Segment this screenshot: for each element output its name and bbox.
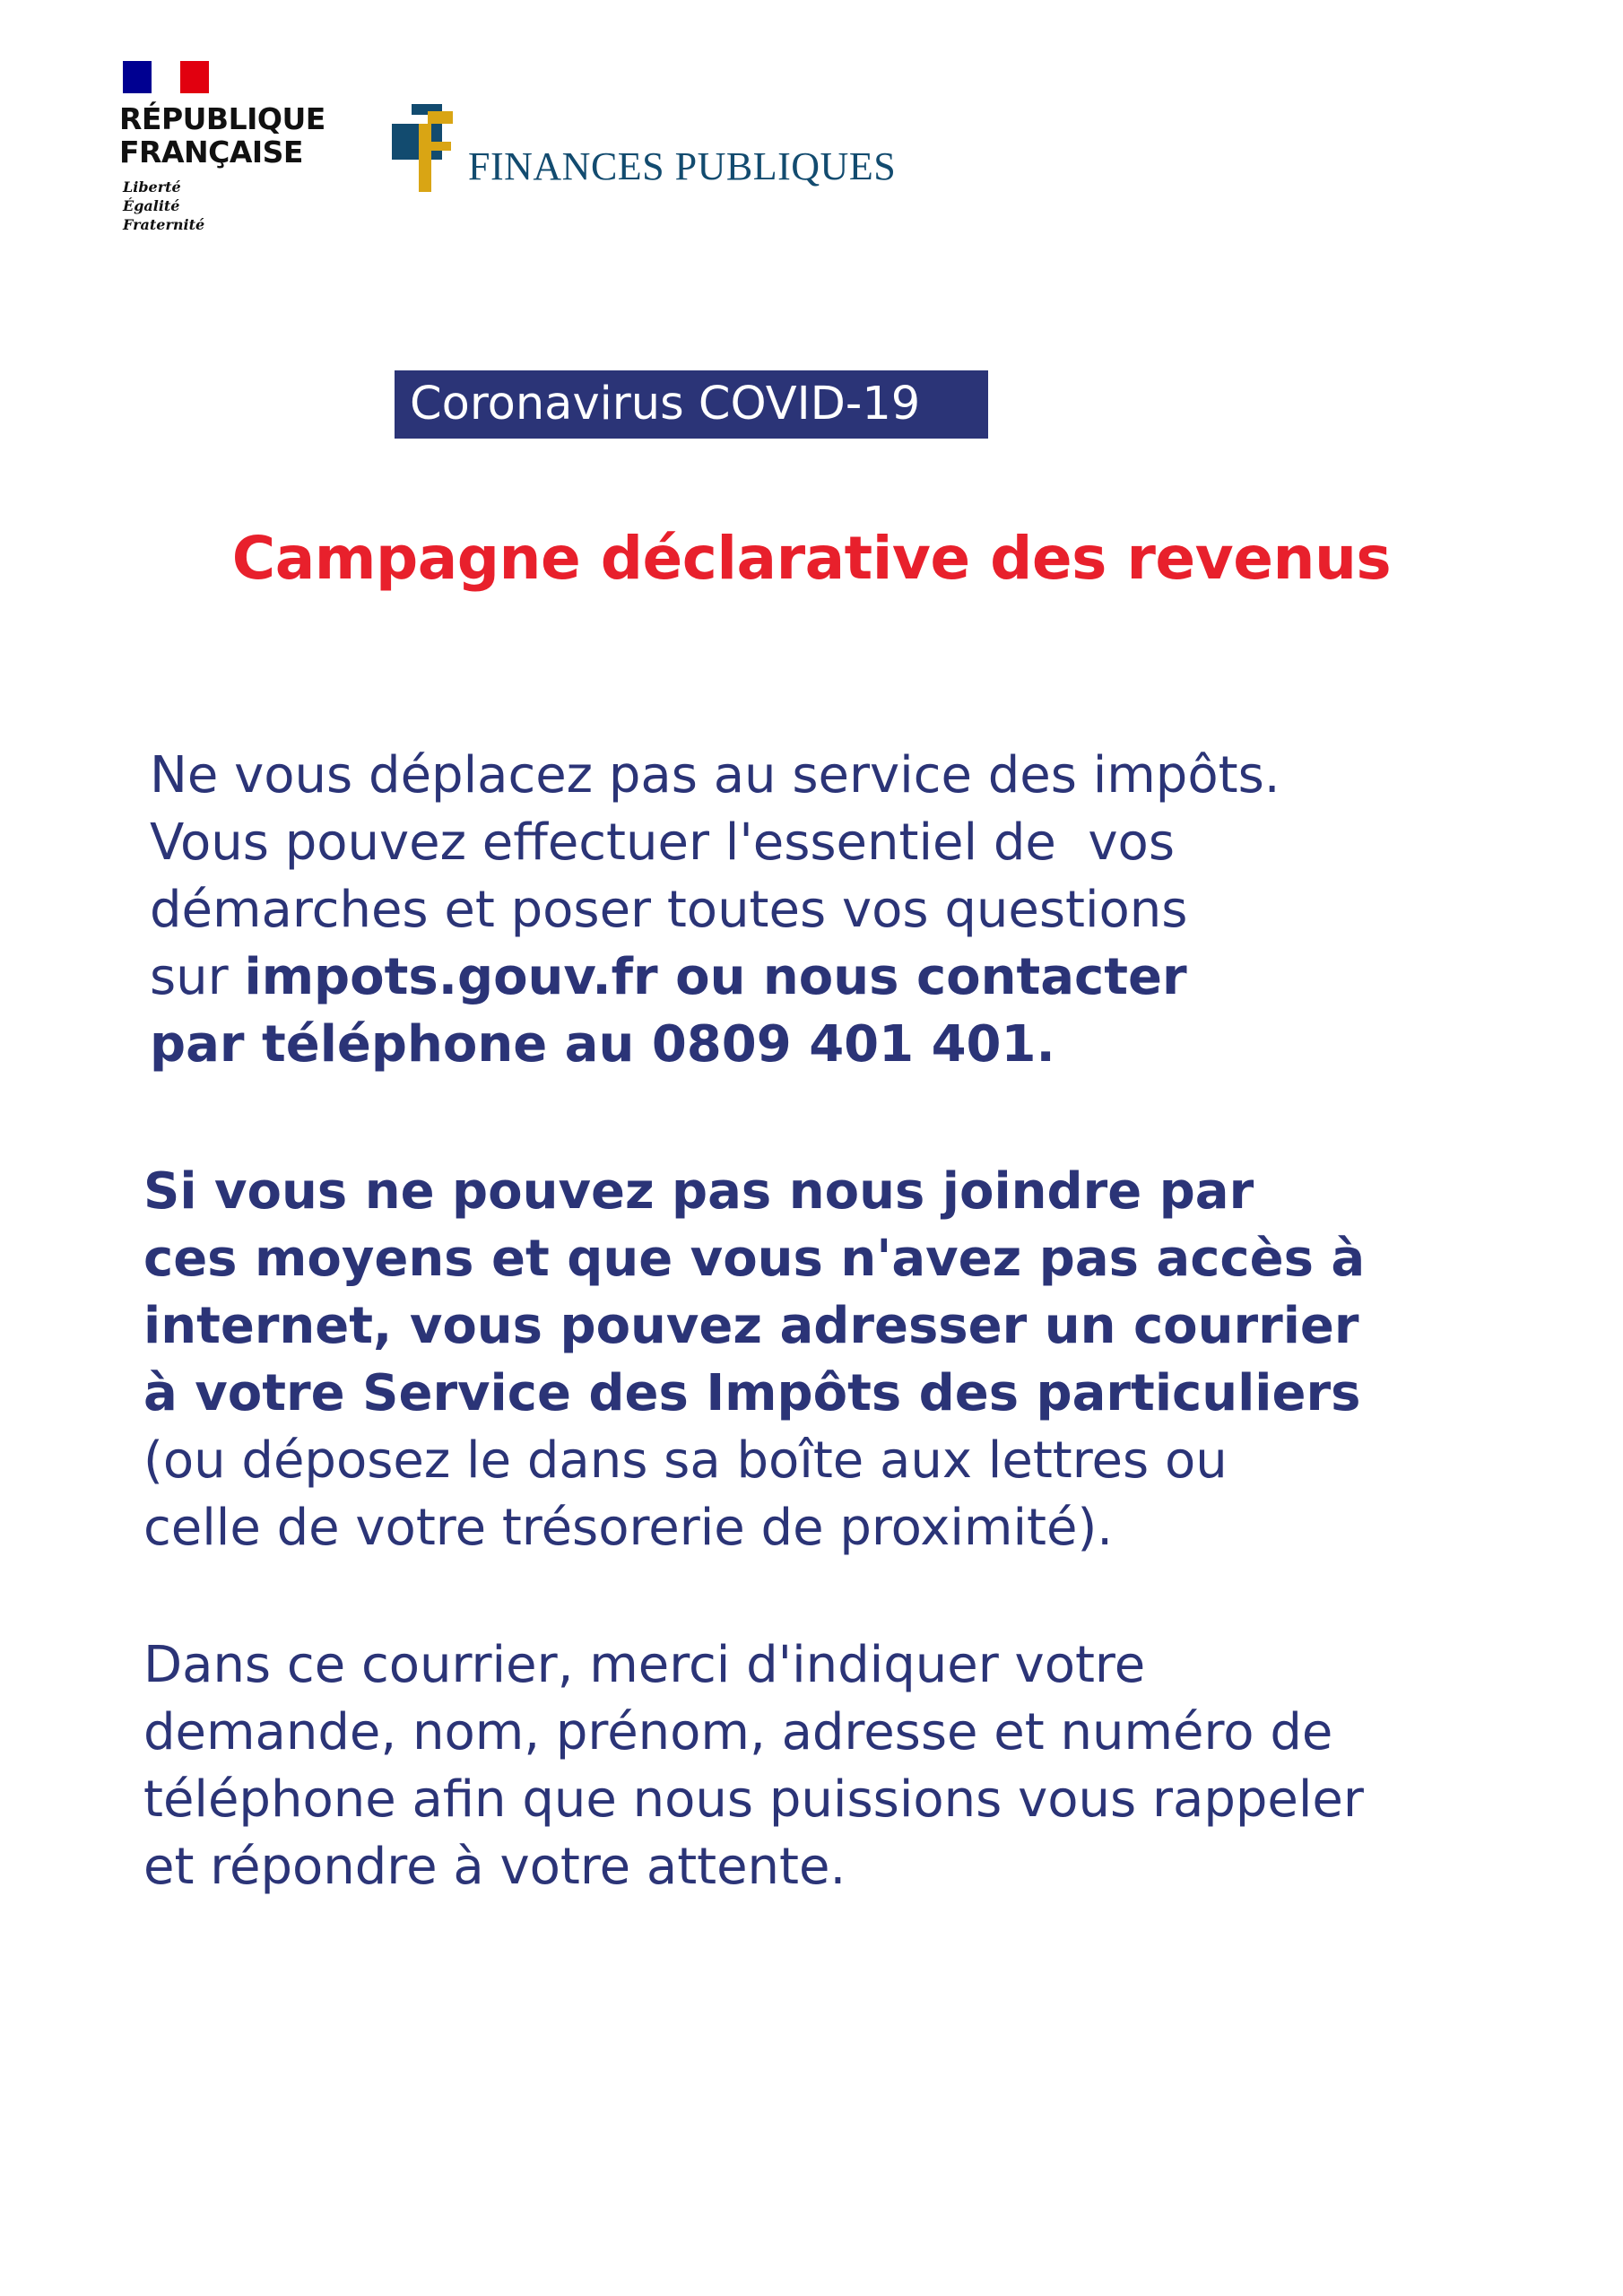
paragraph-line: Dans ce courrier, merci d'indiquer votre [143,1636,1146,1694]
republique-francaise-logo [119,59,352,248]
paragraph-line: Vous pouvez effectuer l'essentiel de vos [150,813,1175,872]
website-contact-text: impots.gouv.fr ou nous contacter [244,948,1187,1006]
covid-badge: Coronavirus COVID-19 [395,370,988,439]
paragraph-line [150,944,1549,1011]
finances-publiques-name: FINANCES PUBLIQUES [468,144,897,188]
republique-motto: Liberté Égalité Fraternité [123,178,205,233]
paragraph-line: (ou déposez le dans sa boîte aux lettres ou [143,1431,1228,1490]
paragraph-line: démarches et poser toutes vos questions [150,881,1188,939]
paragraph-details [143,1631,1587,1900]
paragraph-line: ces moyens et que vous n'avez pas accès à [143,1230,1366,1288]
french-flag-icon [123,61,209,93]
paragraph-line: Si vous ne pouvez pas nous joindre par [143,1162,1254,1221]
paragraph-line: et répondre à votre attente. [143,1838,846,1896]
paragraph-line: celle de votre trésorerie de proximité). [143,1499,1114,1557]
paragraph-line: téléphone afin que nous puissions vous rappeler [143,1770,1364,1829]
paragraph-courrier [143,1158,1587,1561]
finances-publiques-logo [392,104,948,194]
republique-francaise-title: RÉPUBLIQUE FRANÇAISE [119,101,325,170]
finances-publiques-emblem-icon [392,104,464,194]
paragraph-contact [150,742,1549,1078]
paragraph-line: à votre Service des Impôts des particuliers [143,1364,1361,1422]
paragraph-line: demande, nom, prénom, adresse et numéro de [143,1703,1333,1761]
paragraph-line: Ne vous déplacez pas au service des impôts. [150,746,1280,804]
paragraph-line-prefix: sur [150,948,245,1006]
phone-contact-text: par téléphone au 0809 401 401. [150,1015,1055,1074]
paragraph-line: internet, vous pouvez adresser un courrier [143,1297,1359,1355]
page-title: Campagne déclarative des revenus [231,524,1392,593]
